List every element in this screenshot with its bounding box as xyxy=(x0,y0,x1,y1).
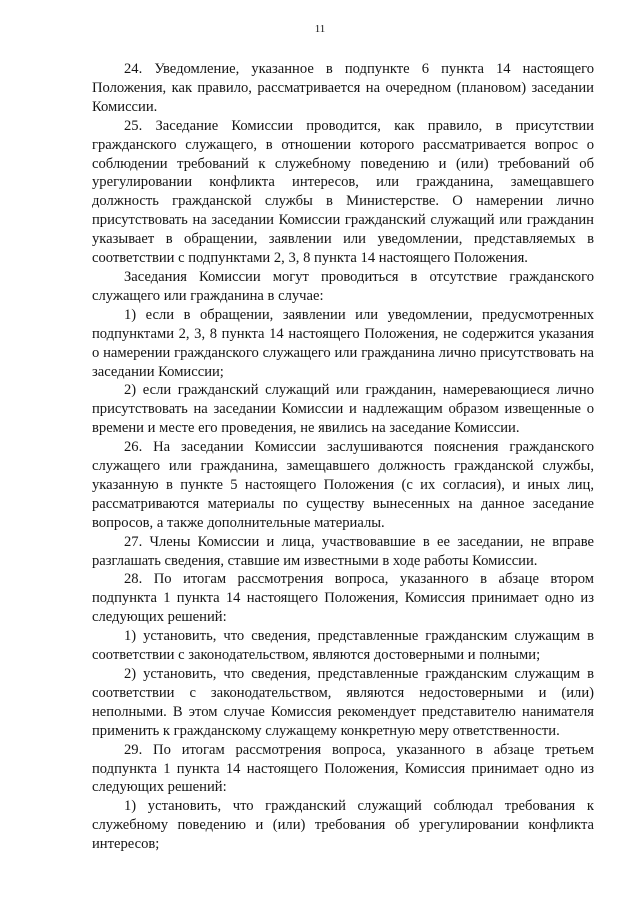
paragraph-29-item-1: 1) установить, что гражданский служащий соблюдал требования к служебному поведению и (или) требования об урегулировании конфликта интересов; xyxy=(92,798,594,853)
paragraph-25-item-1: 1) если в обращении, заявлении или уведомлении, предусмотренных подпунктами 2, 3, 8 пункта 14 настоящего Положения, не содержится указания о намерении гражданского служащего или гражданина лично присутствовать на заседании Комиссии; xyxy=(92,306,594,380)
paragraph-28-item-1: 1) установить, что сведения, представленные гражданским служащим в соответствии с законодательством, являются достоверными и полными; xyxy=(92,628,594,664)
paragraph-25: 25. Заседание Комиссии проводится, как правило, в присутствии гражданского служащего, в отношении которого рассматривается вопрос о соблюдении требований к служебному поведению и (или) требований об урегулировании конфликта интересов, или гражданина, замещавшего должность гражданской службы в Министерстве. О намерении лично присутствовать на заседании Комиссии гражданский служащий или гражданин указывает в обращении, заявлении или уведомлении, представляемых в соответствии с подпунктами 2, 3, 8 пункта 14 настоящего Положения. xyxy=(92,117,594,267)
paragraph-27: 27. Члены Комиссии и лица, участвовавшие в ее заседании, не вправе разглашать сведения, ставшие им известными в ходе работы Комиссии. xyxy=(92,533,594,569)
paragraph-25-absence: Заседания Комиссии могут проводиться в отсутствие гражданского служащего или гражданина в случае: xyxy=(92,268,594,304)
paragraph-28: 28. По итогам рассмотрения вопроса, указанного в абзаце втором подпункта 1 пункта 14 настоящего Положения, Комиссия принимает одно из следующих решений: xyxy=(92,571,594,626)
paragraph-29: 29. По итогам рассмотрения вопроса, указанного в абзаце третьем подпункта 1 пункта 14 настоящего Положения, Комиссия принимает одно из следующих решений: xyxy=(92,741,594,796)
document-body xyxy=(92,60,594,854)
page-number: 11 xyxy=(314,23,326,35)
paragraph-28-item-2: 2) установить, что сведения, представленные гражданским служащим в соответствии с законодательством, являются недостоверными и (или) неполными. В этом случае Комиссия рекомендует представителю нанимателя применить к гражданскому служащему конкретную меру ответственности. xyxy=(92,666,594,739)
paragraph-26: 26. На заседании Комиссии заслушиваются пояснения гражданского служащего или гражданина, замещавшего должность гражданской службы, указанную в пункте 5 настоящего Положения (с их согласия), и иных лиц, рассматриваются материалы по существу вынесенных на данное заседание вопросов, а также дополнительные материалы. xyxy=(92,439,594,531)
paragraph-25-item-2: 2) если гражданский служащий или гражданин, намеревающиеся лично присутствовать на заседании Комиссии и надлежащим образом извещенные о времени и месте его проведения, не явились на заседание Комиссии. xyxy=(92,382,594,437)
paragraph-24: 24. Уведомление, указанное в подпункте 6 пункта 14 настоящего Положения, как правило, рассматривается на очередном (плановом) заседании Комиссии. xyxy=(92,61,594,115)
